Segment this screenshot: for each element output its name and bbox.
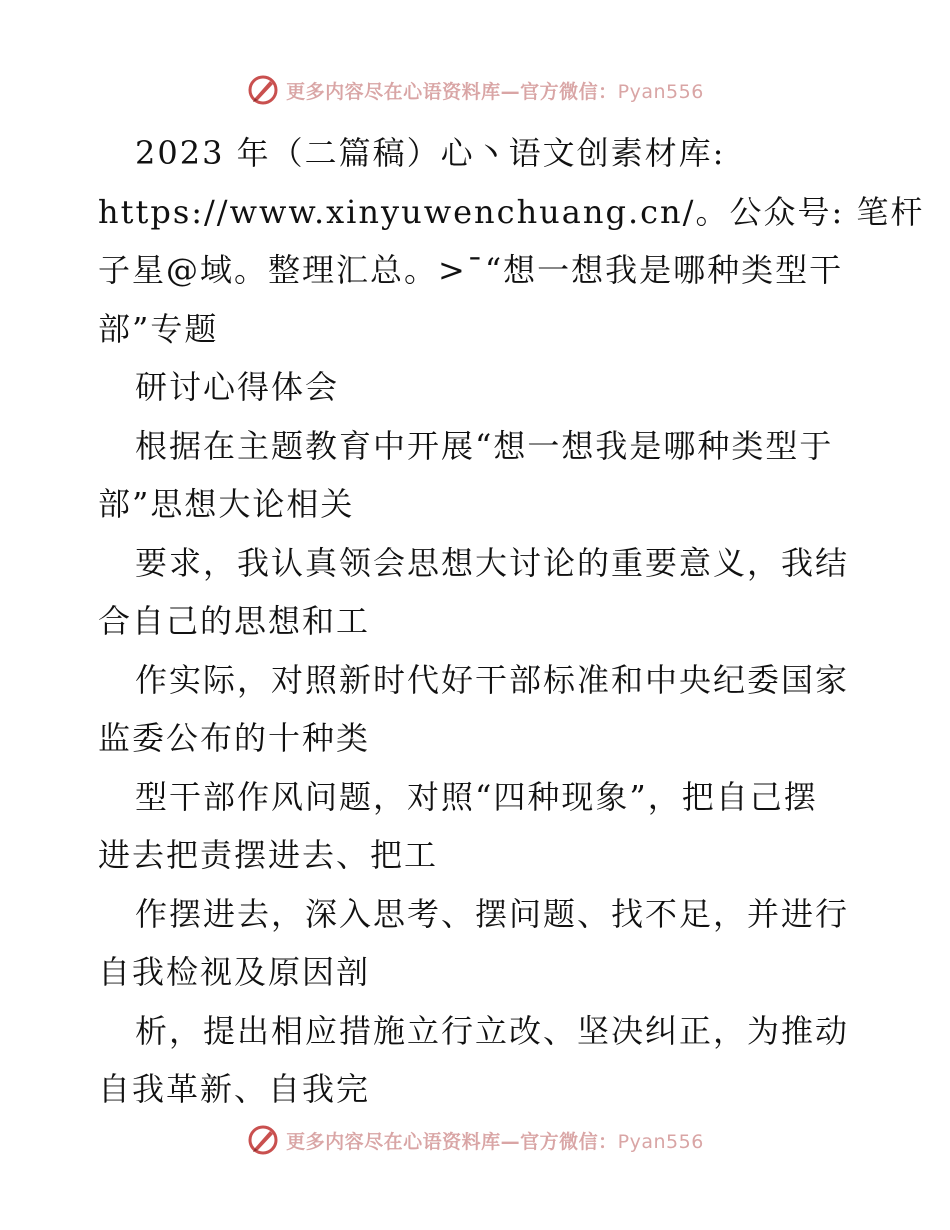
text-line: 自我革新、自我完 — [98, 1070, 371, 1108]
text-line: 自我检视及原因剖 — [98, 953, 371, 991]
text-line: 子星@域。整理汇总。>¯“想一想我是哪种类型干 — [98, 251, 844, 289]
document-body — [98, 124, 925, 1119]
text-line: 合自己的思想和工 — [98, 602, 371, 640]
text-line: 进去把责摆进去、把工 — [98, 836, 439, 874]
banner-handle: Pyan556 — [617, 80, 704, 103]
header-watermark-banner — [0, 70, 950, 110]
footer-watermark-banner — [0, 1120, 950, 1160]
text-line: 部”思想大论相关 — [98, 485, 355, 523]
quill-logo-icon — [246, 73, 280, 107]
text-line: 作实际，对照新时代好干部标准和中央纪委国家 — [135, 660, 850, 699]
banner-message: 更多内容尽在心语资料库—官方微信： — [286, 80, 618, 103]
text-line: 根据在主题教育中开展“想一想我是哪种类型于 — [135, 426, 834, 465]
banner-text — [286, 1127, 704, 1154]
text-line: 监委公布的十种类 — [98, 719, 371, 757]
text-line: 部”专题 — [98, 309, 219, 348]
text-line: 研讨心得体会 — [135, 368, 340, 406]
text-line: 型干部作风问题，对照“四种现象”，把自己摆 — [135, 777, 818, 816]
banner-handle: Pyan556 — [617, 1130, 704, 1153]
banner-message: 更多内容尽在心语资料库—官方微信： — [286, 1130, 618, 1153]
text-line: 2023 年（二篇稿）心丶语文创素材库: — [135, 134, 726, 172]
quill-logo-icon — [246, 1123, 280, 1157]
text-line: 要求，我认真领会思想大讨论的重要意义，我结 — [135, 543, 850, 582]
text-line: 析，提出相应措施立行立改、坚决纠正，为推动 — [135, 1011, 850, 1050]
banner-text — [286, 77, 704, 104]
text-line: 作摆进去，深入思考、摆问题、找不足，并进行 — [135, 894, 850, 933]
text-line: https://www.xinyuwenchuang.cn/。公众号: 笔杆 — [98, 192, 925, 231]
